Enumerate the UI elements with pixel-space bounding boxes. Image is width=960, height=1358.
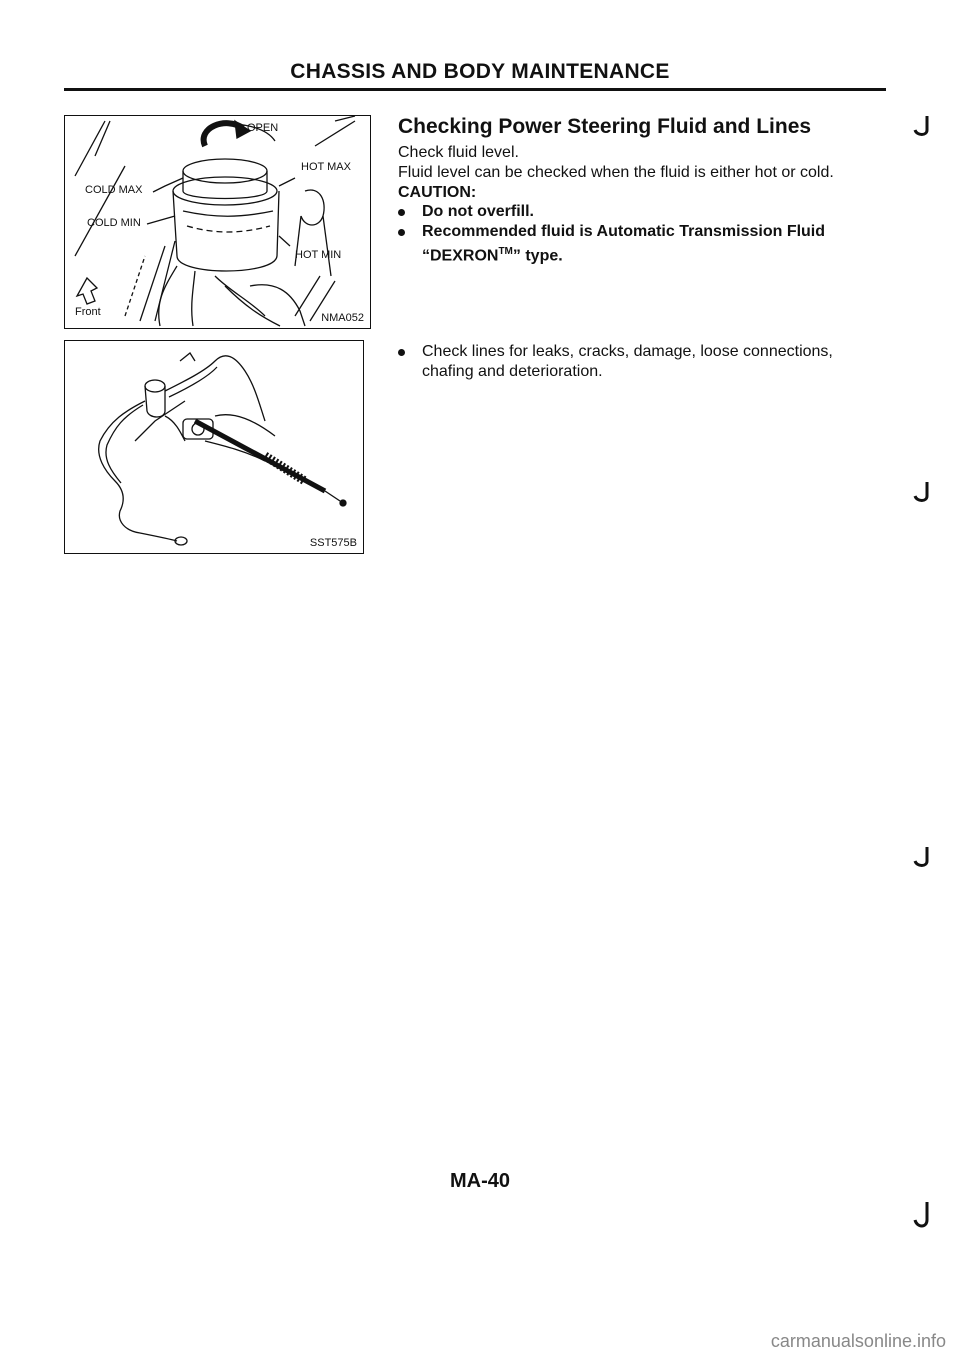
revision-tick-4: [913, 1200, 933, 1230]
revision-tick-2: [913, 480, 933, 504]
label-cold-max: COLD MAX: [85, 184, 143, 196]
bullet-dot: [398, 349, 405, 356]
figure-code-sst575b: SST575B: [309, 537, 357, 549]
site-watermark: carmanualsonline.info: [770, 1331, 946, 1351]
header-rule: [64, 88, 886, 91]
reservoir-figure: [64, 115, 371, 329]
caution-bullet-recommended-fluid: Recommended fluid is Automatic Transmission Fluid: [422, 223, 826, 240]
revision-tick-1: [913, 114, 933, 138]
caution-label: CAUTION:: [398, 184, 477, 201]
label-cold-min: COLD MIN: [87, 217, 141, 229]
bullet-dot: [398, 209, 405, 216]
steering-lines-figure: [64, 340, 364, 554]
caution-bullet-overfill: Do not overfill.: [422, 203, 534, 220]
bullet-dot: [398, 229, 405, 236]
trademark-superscript: TM: [498, 246, 513, 257]
page-number: MA-40: [449, 1170, 510, 1192]
dexron-text: “DEXRON: [422, 247, 499, 265]
instruction-check-fluid-level: Check fluid level.: [398, 144, 519, 161]
caution-bullet-dexron: [422, 242, 563, 266]
label-open: OPEN: [247, 122, 279, 134]
check-lines-bullet: Check lines for leaks, cracks, damage, loose connections,: [422, 343, 833, 360]
instruction-fluid-hot-or-cold: Fluid level can be checked when the fluid is either hot or cold.: [398, 164, 834, 181]
label-hot-min: HOT MIN: [295, 249, 342, 261]
dexron-type-text: ” type.: [512, 247, 563, 265]
label-front: Front: [75, 306, 101, 318]
page-header-title: CHASSIS AND BODY MAINTENANCE: [290, 60, 670, 83]
steering-lines-drawing: [65, 341, 363, 553]
figure-code-nma052: NMA052: [321, 312, 364, 324]
label-hot-max: HOT MAX: [301, 161, 351, 173]
revision-tick-3: [913, 845, 933, 869]
section-heading: Checking Power Steering Fluid and Lines: [398, 115, 812, 138]
check-lines-bullet-cont: chafing and deterioration.: [422, 363, 603, 380]
